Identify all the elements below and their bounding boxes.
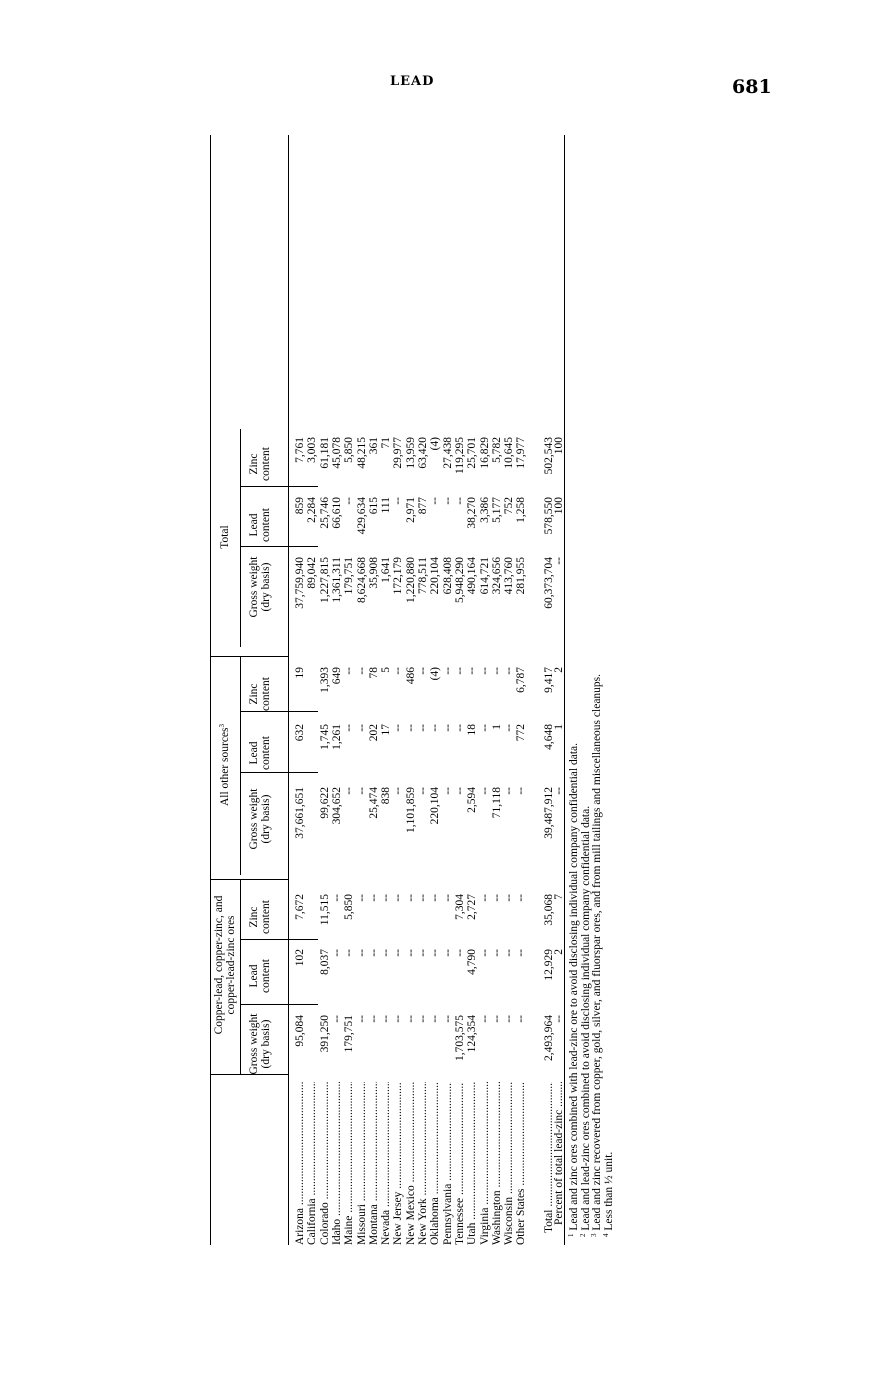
table-cell: 877 xyxy=(417,497,429,515)
row-label-arizona: Arizona ..... xyxy=(294,1082,306,1245)
row-label-new-mexico: New Mexico ..... xyxy=(405,1082,417,1245)
table-cell: -- xyxy=(478,667,491,675)
table-cell: 1,258 xyxy=(515,497,528,523)
table-cell: -- xyxy=(503,894,516,902)
table-cell: -- xyxy=(441,497,454,505)
table-cell: -- xyxy=(490,1015,503,1023)
rotated-table xyxy=(210,135,615,1245)
table-cell: 19 xyxy=(294,667,306,679)
table-cell: 220,104 xyxy=(429,557,442,595)
total-cell: 100 xyxy=(553,497,565,515)
row-label-missouri: Missouri ..... xyxy=(356,1082,368,1245)
table-cell: 391,250 xyxy=(318,1015,331,1053)
table-cell: -- xyxy=(441,724,454,732)
table-cell: 614,721 xyxy=(478,557,491,595)
table-cell: -- xyxy=(503,949,516,957)
table-cell: -- xyxy=(417,724,429,732)
table-cell: -- xyxy=(392,949,405,957)
table-cell: -- xyxy=(441,787,454,795)
row-label-utah: Utah ..... xyxy=(466,1082,478,1245)
percent-row-label: Percent of total lead-zinc ..... xyxy=(553,1082,565,1225)
table-cell: -- xyxy=(441,949,454,957)
table-cell: 5 xyxy=(380,667,393,673)
table-cell: 281,955 xyxy=(515,557,528,595)
table-cell: 78 xyxy=(367,667,380,679)
table-cell: 25,701 xyxy=(466,437,479,469)
total-cell: 9,417 xyxy=(543,667,555,693)
table-cell: -- xyxy=(330,949,343,957)
table-cell: -- xyxy=(429,1015,442,1023)
total-cell: -- xyxy=(553,1015,565,1023)
table-cell: -- xyxy=(490,949,503,957)
table-cell: -- xyxy=(453,724,466,732)
table-cell: -- xyxy=(478,894,491,902)
total-cell: 578,550 xyxy=(543,497,555,535)
group-header-1 xyxy=(213,857,237,1073)
table-cell: 1,703,575 xyxy=(453,1015,466,1061)
table-cell: -- xyxy=(503,724,516,732)
table-cell: -- xyxy=(429,949,442,957)
group-header-label: Copper-lead, copper-zinc, and copper-lead-zinc ores xyxy=(213,895,237,1035)
table-cell: 8,624,668 xyxy=(355,557,368,603)
table-cell: 5,177 xyxy=(490,497,503,523)
table-cell: 2,284 xyxy=(306,497,319,523)
table-cell: -- xyxy=(343,787,356,795)
footnote-1 xyxy=(568,743,580,1237)
table-cell: 304,652 xyxy=(330,787,343,825)
total-cell: 502,543 xyxy=(543,437,555,475)
table-cell: 37,661,651 xyxy=(294,787,306,839)
total-cell: 35,068 xyxy=(543,894,555,926)
table-cell: -- xyxy=(343,949,356,957)
row-label-maine: Maine ..... xyxy=(343,1082,355,1245)
table-cell: 2,971 xyxy=(404,497,417,523)
table-cell: -- xyxy=(429,724,442,732)
table-cell: 111 xyxy=(380,497,393,514)
table-cell: 632 xyxy=(294,724,306,742)
row-label-colorado: Colorado ..... xyxy=(319,1082,331,1245)
table-cell: -- xyxy=(367,1015,380,1023)
table-cell: -- xyxy=(392,894,405,902)
table-cell: 628,408 xyxy=(441,557,454,595)
footnote-text: Lead and zinc recovered from copper, gold, silver, and fluorspar ores, and from mill tailings and miscellaneous cleanups. xyxy=(591,673,603,1234)
table-cell: 5,782 xyxy=(490,437,503,463)
running-title: LEAD xyxy=(390,74,435,89)
footnote-mark: 4 xyxy=(601,1233,610,1237)
table-cell: -- xyxy=(478,1015,491,1023)
group-underline-2 xyxy=(240,657,241,875)
table-cell: -- xyxy=(515,949,528,957)
table-cell: -- xyxy=(503,1015,516,1023)
footnote-4 xyxy=(603,1152,615,1237)
total-cell: 2 xyxy=(553,667,565,673)
table-cell: 1,361,311 xyxy=(330,557,343,603)
table-cell: (4) xyxy=(429,667,442,681)
footnote-mark: 3 xyxy=(590,1233,598,1237)
table-cell: -- xyxy=(355,787,368,795)
table-cell: -- xyxy=(355,724,368,732)
column-header: Lead content xyxy=(248,736,272,770)
table-cell: 7,761 xyxy=(294,437,306,463)
table-cell: 5,850 xyxy=(343,894,356,920)
group-header-3 xyxy=(219,429,231,645)
table-cell: -- xyxy=(392,497,405,505)
table-cell: -- xyxy=(404,1015,417,1023)
table-cell: 752 xyxy=(503,497,516,515)
table-cell: 63,420 xyxy=(417,437,429,469)
table-cell: 1,641 xyxy=(380,557,393,583)
page-number: 681 xyxy=(732,76,772,98)
table-cell: 429,634 xyxy=(355,497,368,535)
row-label-nevada: Nevada ..... xyxy=(380,1082,392,1245)
table-cell: -- xyxy=(417,1015,429,1023)
row-label-california: California ..... xyxy=(306,1082,318,1245)
table-cell: 95,084 xyxy=(294,1015,306,1047)
table-cell: 10,645 xyxy=(503,437,516,469)
table-cell: 1,745 xyxy=(318,724,331,750)
table-cell: -- xyxy=(343,497,356,505)
table-cell: -- xyxy=(503,787,516,795)
table-cell: 413,760 xyxy=(503,557,516,595)
row-label-new-jersey: New Jersey ..... xyxy=(392,1082,404,1245)
table-cell: -- xyxy=(392,667,405,675)
table-cell: -- xyxy=(453,787,466,795)
table-cell: 6,787 xyxy=(515,667,528,693)
table-cell: 5,850 xyxy=(343,437,356,463)
table-cell: -- xyxy=(441,1015,454,1023)
total-cell: 60,373,704 xyxy=(543,557,555,609)
table-cell: -- xyxy=(367,949,380,957)
table-cell: 649 xyxy=(330,667,343,685)
table-cell: 838 xyxy=(380,787,393,805)
table-cell: -- xyxy=(429,894,442,902)
table-cell: 179,751 xyxy=(343,1015,356,1053)
table-cell: 29,977 xyxy=(392,437,405,469)
table-cell: 17 xyxy=(380,724,393,736)
table-cell: -- xyxy=(478,949,491,957)
table-cell: 99,622 xyxy=(318,787,331,819)
table-cell: 71 xyxy=(380,437,393,449)
table-cell: -- xyxy=(330,1015,343,1023)
table-cell: 18 xyxy=(466,724,479,736)
total-cell: 12,929 xyxy=(543,949,555,981)
table-cell: 102 xyxy=(294,949,306,967)
table-cell: 2,594 xyxy=(466,787,479,813)
table-cell: -- xyxy=(417,949,429,957)
table-cell: (4) xyxy=(429,437,442,451)
table-cell: 3,003 xyxy=(306,437,319,463)
column-header: Zinc content xyxy=(248,447,272,481)
total-cell: 39,487,912 xyxy=(543,787,555,839)
table-cell: 71,118 xyxy=(490,787,503,819)
row-label-idaho: Idaho ..... xyxy=(331,1082,343,1245)
table-cell: -- xyxy=(355,1015,368,1023)
table-cell: 1,261 xyxy=(330,724,343,750)
row-label-other-states: Other States ..... xyxy=(515,1082,527,1245)
table-cell: -- xyxy=(330,894,343,902)
table-cell: 35,908 xyxy=(367,557,380,589)
table-cell: 778,511 xyxy=(417,557,429,594)
table-cell: 220,104 xyxy=(429,787,442,825)
table-cell: -- xyxy=(355,667,368,675)
table-cell: -- xyxy=(478,724,491,732)
column-header: Zinc content xyxy=(248,677,272,711)
table-cell: 486 xyxy=(404,667,417,685)
column-header: Lead content xyxy=(248,508,272,542)
footnote-mark: 2 xyxy=(578,1233,587,1237)
table-cell: 7,672 xyxy=(294,894,306,920)
group-underline-3 xyxy=(240,429,241,647)
total-row-label: Total ..... xyxy=(543,1082,555,1233)
table-cell: 4,790 xyxy=(466,949,479,975)
table-cell: -- xyxy=(453,667,466,675)
table-cell: 324,656 xyxy=(490,557,503,595)
table-cell: 179,751 xyxy=(343,557,356,595)
table-cell: 202 xyxy=(367,724,380,742)
footnote-text: Less than ½ unit. xyxy=(602,1151,615,1234)
table-cell: 8,037 xyxy=(318,949,331,975)
table-cell: 61,181 xyxy=(318,437,331,469)
group-header-2 xyxy=(219,657,231,873)
column-header: Zinc content xyxy=(248,900,272,934)
table-cell: 119,295 xyxy=(453,437,466,474)
table-cell: -- xyxy=(478,787,491,795)
row-label-wisconsin: Wisconsin ..... xyxy=(503,1082,515,1245)
table-cell: -- xyxy=(404,894,417,902)
table-cell: -- xyxy=(380,894,393,902)
table-cell: 1,220,880 xyxy=(404,557,417,603)
table-cell: -- xyxy=(515,787,528,795)
table-cell: 1,227,815 xyxy=(318,557,331,603)
table-cell: 25,474 xyxy=(367,787,380,819)
table-cell: 17,977 xyxy=(515,437,528,469)
table-cell: 1,101,859 xyxy=(404,787,417,833)
table-cell: -- xyxy=(490,667,503,675)
total-cell: 2 xyxy=(553,949,565,955)
table-header-rule xyxy=(288,135,289,1245)
column-header: Gross weight (dry basis) xyxy=(248,1013,272,1075)
table-top-rule xyxy=(210,135,211,1245)
column-header: Lead content xyxy=(248,959,272,993)
row-label-new-york: New York ..... xyxy=(417,1082,429,1245)
table-cell: -- xyxy=(392,1015,405,1023)
table-cell: -- xyxy=(380,949,393,957)
table-cell: -- xyxy=(343,724,356,732)
total-cell: 7 xyxy=(553,894,565,900)
table-cell: -- xyxy=(441,667,454,675)
total-cell: 100 xyxy=(553,437,565,455)
table-cell: -- xyxy=(490,894,503,902)
table-cell: 45,078 xyxy=(330,437,343,469)
column-header: Gross weight (dry basis) xyxy=(248,788,272,850)
total-cell: 4,648 xyxy=(543,724,555,750)
table-cell: -- xyxy=(515,894,528,902)
table-cell: 7,304 xyxy=(453,894,466,920)
table-cell: 16,829 xyxy=(478,437,491,469)
table-cell: 1 xyxy=(490,724,503,730)
table-cell: 615 xyxy=(367,497,380,515)
table-cell: -- xyxy=(453,497,466,505)
group-header-label: All other sources xyxy=(219,727,231,807)
table-cell: 124,354 xyxy=(466,1015,479,1053)
table-cell: -- xyxy=(355,894,368,902)
table-cell: 48,215 xyxy=(355,437,368,469)
table-cell: -- xyxy=(466,667,479,675)
row-label-montana: Montana ..... xyxy=(368,1082,380,1245)
table-cell: 490,164 xyxy=(466,557,479,595)
table-cell: 37,759,940 xyxy=(294,557,306,609)
table-cell: -- xyxy=(429,497,442,505)
footnote-text: Lead and lead-zinc ores combined to avoid disclosing individual company confidential data. xyxy=(579,805,592,1234)
table-cell: 25,746 xyxy=(318,497,331,529)
table-cell: -- xyxy=(367,894,380,902)
table-cell: -- xyxy=(404,949,417,957)
footnote-text: Lead and zinc ores combined with lead-zinc ore to avoid disclosing individual company confidential data. xyxy=(568,742,580,1234)
row-label-pennsylvania: Pennsylvania ..... xyxy=(442,1082,454,1245)
table-cell: -- xyxy=(417,667,429,675)
table-cell: -- xyxy=(515,1015,528,1023)
table-cell: 2,727 xyxy=(466,894,479,920)
column-header: Gross weight (dry basis) xyxy=(248,556,272,618)
table-cell: -- xyxy=(441,894,454,902)
total-cell: 2,493,964 xyxy=(543,1015,555,1061)
table-cell: -- xyxy=(503,667,516,675)
table-cell: -- xyxy=(453,949,466,957)
total-cell: 1 xyxy=(553,724,565,730)
table-cell: -- xyxy=(380,1015,393,1023)
table-cell: 1,393 xyxy=(318,667,331,693)
table-cell: -- xyxy=(343,667,356,675)
table-cell: 27,438 xyxy=(441,437,454,469)
table-cell: 772 xyxy=(515,724,528,742)
row-label-washington: Washington ..... xyxy=(491,1082,503,1245)
table-cell: 859 xyxy=(294,497,306,515)
table-cell: 13,959 xyxy=(404,437,417,469)
row-label-oklahoma: Oklahoma ..... xyxy=(429,1082,441,1245)
table-cell: 3,386 xyxy=(478,497,491,523)
group-header-label: Total xyxy=(219,525,231,549)
table-cell: 38,270 xyxy=(466,497,479,529)
table-cell: 66,610 xyxy=(330,497,343,529)
table-cell: -- xyxy=(417,787,429,795)
table-cell: -- xyxy=(355,949,368,957)
footnote-2 xyxy=(580,806,592,1237)
table-cell: -- xyxy=(392,724,405,732)
table-cell: -- xyxy=(417,894,429,902)
footnote-3 xyxy=(591,674,603,1237)
table-cell: 172,179 xyxy=(392,557,405,595)
table-cell: 89,042 xyxy=(306,557,319,589)
row-label-virginia: Virginia ..... xyxy=(479,1082,491,1245)
total-cell: -- xyxy=(553,787,565,795)
row-label-tennessee: Tennessee ..... xyxy=(454,1082,466,1245)
group-underline-1 xyxy=(240,880,241,1075)
table-cell: 11,515 xyxy=(318,894,331,926)
footnote-mark: 3 xyxy=(218,723,226,728)
table-cell: -- xyxy=(392,787,405,795)
table-cell: 5,948,290 xyxy=(453,557,466,603)
total-cell: -- xyxy=(553,557,565,565)
table-cell: -- xyxy=(404,724,417,732)
footnote-mark: 1 xyxy=(567,1233,575,1237)
table-cell: 361 xyxy=(367,437,380,455)
